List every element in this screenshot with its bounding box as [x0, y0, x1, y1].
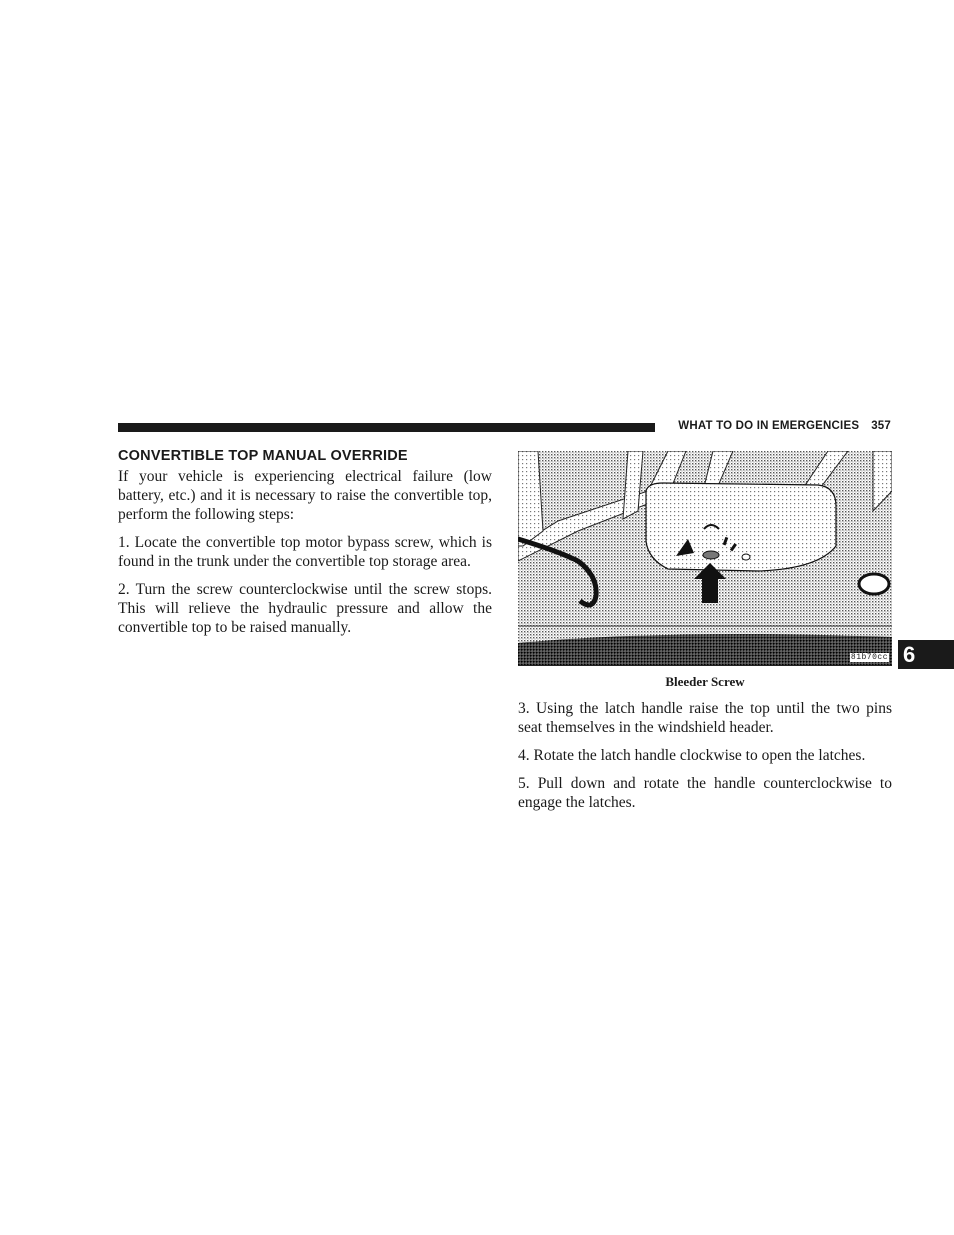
running-header	[665, 420, 891, 432]
chapter-tab: 6	[898, 640, 954, 669]
intro-paragraph: If your vehicle is experiencing electrical failure (low battery, etc.) and it is necessary to raise the convertible top, perform the following steps:	[118, 468, 492, 523]
illustration-drawing	[518, 451, 892, 665]
step-2-paragraph: 2. Turn the screw counterclockwise until the screw stops. This will relieve the hydraulic pressure and allow the convertible top to be raised manually.	[118, 581, 492, 636]
header-rule	[118, 423, 655, 432]
left-column	[118, 448, 492, 646]
right-column	[518, 451, 892, 821]
section-title: CONVERTIBLE TOP MANUAL OVERRIDE	[118, 448, 408, 464]
step-5-paragraph: 5. Pull down and rotate the handle counterclockwise to engage the latches.	[518, 775, 892, 811]
header-section-title: WHAT TO DO IN EMERGENCIES	[678, 420, 860, 432]
step-4-paragraph: 4. Rotate the latch handle clockwise to open the latches.	[518, 747, 866, 764]
bleeder-screw-illustration	[518, 451, 892, 666]
page-number: 357	[871, 420, 891, 432]
step-3-paragraph: 3. Using the latch handle raise the top until the two pins seat themselves in the windshield header.	[518, 700, 892, 736]
figure-code: 81b70cc	[850, 653, 888, 662]
figure-caption: Bleeder Screw	[665, 674, 745, 689]
step-1-paragraph: 1. Locate the convertible top motor bypass screw, which is found in the trunk under the convertible top storage area.	[118, 534, 492, 570]
